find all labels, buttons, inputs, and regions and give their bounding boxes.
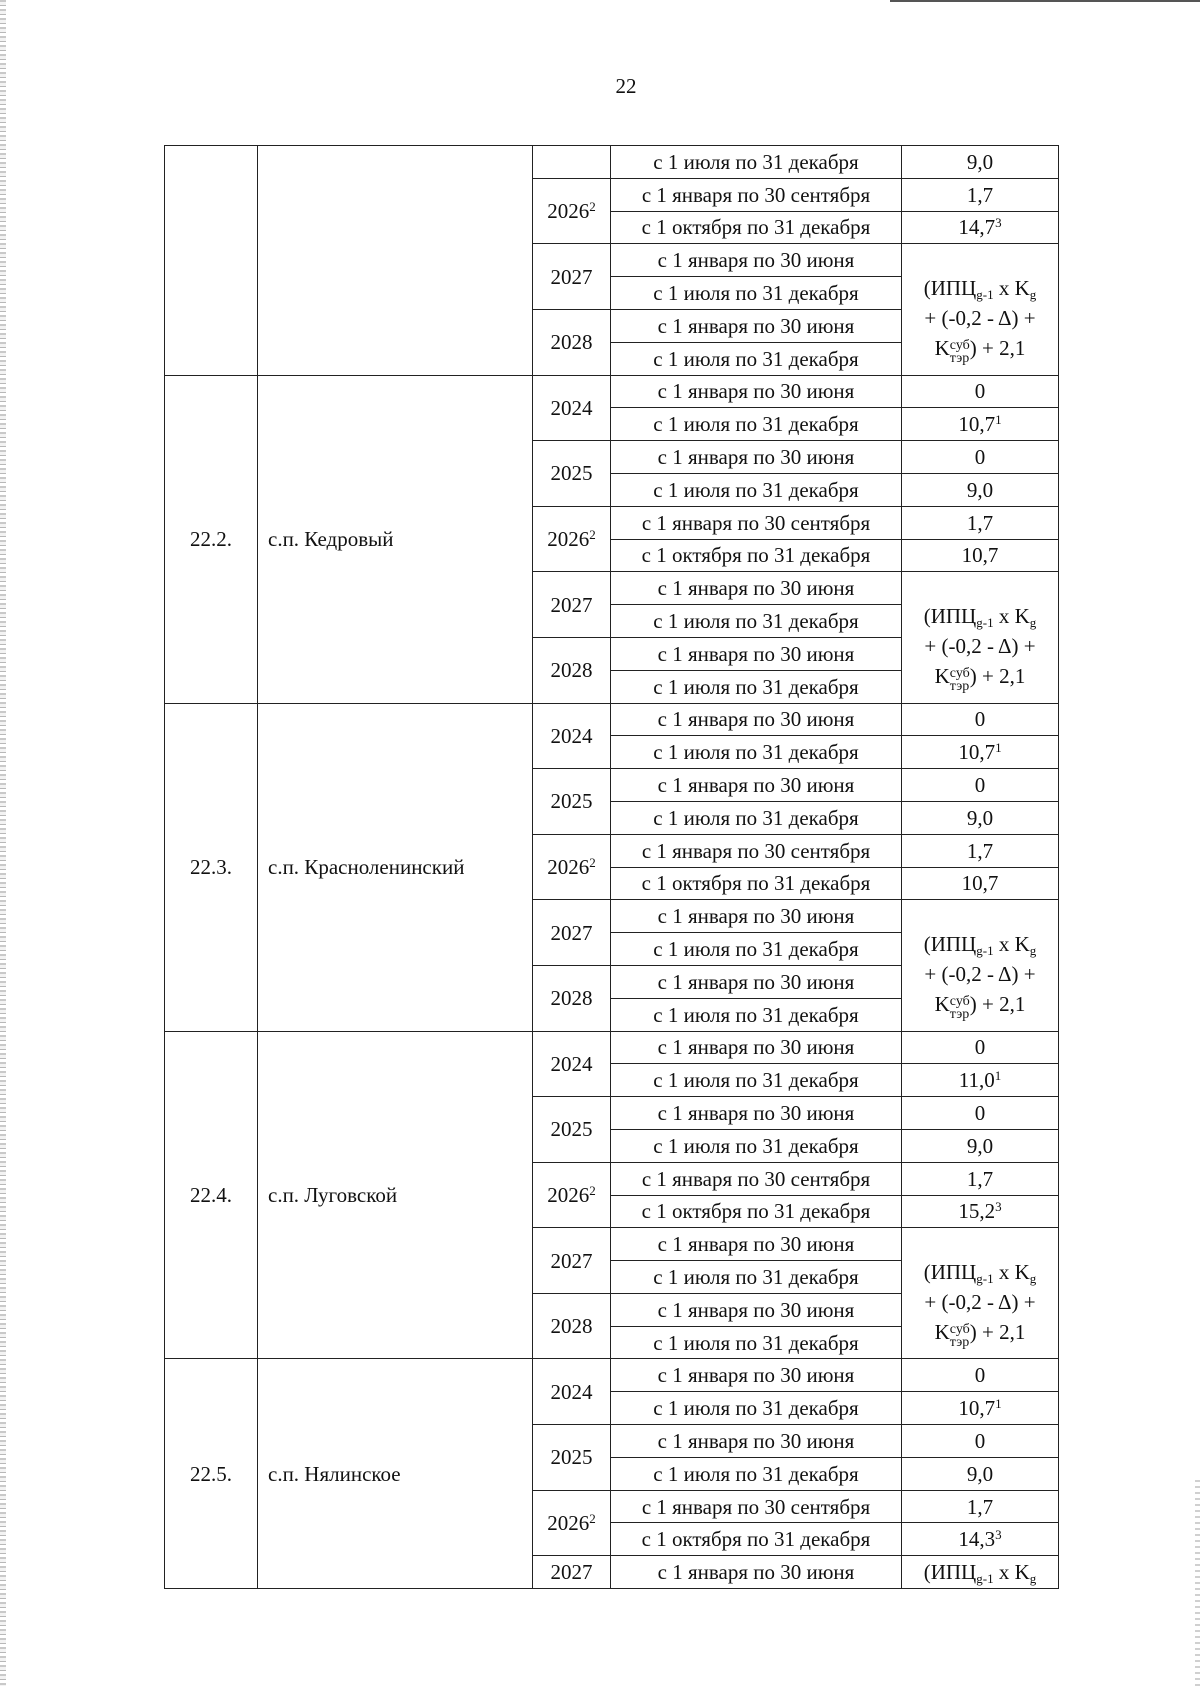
year-cell: 2027: [533, 572, 611, 638]
year-cell: 2026$^2$: [533, 1490, 611, 1556]
period-cell: с 1 января по 30 июня: [611, 769, 902, 802]
period-cell: с 1 января по 30 сентября: [611, 178, 902, 211]
period-cell: с 1 июля по 31 декабря: [611, 1392, 902, 1425]
year-cell: [533, 146, 611, 179]
period-cell: с 1 июля по 31 декабря: [611, 1326, 902, 1359]
year-cell: 2025: [533, 769, 611, 835]
period-cell: с 1 января по 30 июня: [611, 1359, 902, 1392]
formula-cell: ($ИПЦ_{g-1}$ x $K_g$ + (-0,2 - Δ) + K суб тэр ) + 2,1: [902, 572, 1059, 703]
period-cell: с 1 июля по 31 декабря: [611, 277, 902, 310]
period-cell: с 1 октября по 31 декабря: [611, 539, 902, 572]
period-cell: с 1 июля по 31 декабря: [611, 1261, 902, 1294]
period-cell: с 1 января по 30 июня: [611, 572, 902, 605]
row-number-cell: 22.2.: [165, 375, 258, 703]
row-number-cell: 22.4.: [165, 1031, 258, 1359]
value-cell: 9,0: [902, 473, 1059, 506]
value-cell: 10,7$^1$: [902, 1392, 1059, 1425]
scan-top-line: [890, 0, 1200, 2]
period-cell: с 1 января по 30 июня: [611, 1556, 902, 1589]
value-cell: 0: [902, 769, 1059, 802]
value-cell: 10,7$^1$: [902, 736, 1059, 769]
period-cell: с 1 января по 30 июня: [611, 441, 902, 474]
scan-edge-left: [0, 0, 6, 1686]
period-cell: с 1 июля по 31 декабря: [611, 1129, 902, 1162]
tariff-table: [164, 145, 1059, 1589]
value-cell: 1,7: [902, 834, 1059, 867]
year-cell: 2028: [533, 965, 611, 1031]
formula-cell: ($ИПЦ_{g-1}$ x $K_g$ + (-0,2 - Δ) + K суб тэр ) + 2,1: [902, 900, 1059, 1031]
settlement-name-cell: с.п. Кедровый: [258, 375, 533, 703]
value-cell: 1,7: [902, 1162, 1059, 1195]
value-cell: 0: [902, 1359, 1059, 1392]
value-cell: 15,2$^3$: [902, 1195, 1059, 1228]
year-cell: 2024: [533, 1359, 611, 1425]
year-cell: 2026$^2$: [533, 178, 611, 244]
year-cell: 2026$^2$: [533, 1162, 611, 1228]
value-cell: 10,7: [902, 867, 1059, 900]
period-cell: с 1 января по 30 июня: [611, 309, 902, 342]
formula-cell: ($ИПЦ_{g-1}$ x $K_g$ + (-0,2 - Δ) + K суб тэр ) + 2,1: [902, 1228, 1059, 1359]
period-cell: с 1 июля по 31 декабря: [611, 1457, 902, 1490]
value-cell: 1,7: [902, 178, 1059, 211]
table-row: [165, 703, 1059, 736]
table-row: [165, 1031, 1059, 1064]
year-cell: 2028: [533, 1293, 611, 1359]
period-cell: с 1 января по 30 июня: [611, 1425, 902, 1458]
value-cell: 1,7: [902, 506, 1059, 539]
year-cell: 2024: [533, 375, 611, 441]
period-cell: с 1 июля по 31 декабря: [611, 408, 902, 441]
period-cell: с 1 января по 30 июня: [611, 1031, 902, 1064]
year-cell: 2024: [533, 703, 611, 769]
value-cell: 0: [902, 703, 1059, 736]
table-row: [165, 375, 1059, 408]
scan-edge-right: [1195, 1480, 1200, 1686]
year-cell: 2025: [533, 1425, 611, 1491]
page-number: 22: [615, 74, 637, 98]
period-cell: с 1 января по 30 сентября: [611, 834, 902, 867]
value-cell: 0: [902, 1097, 1059, 1130]
period-cell: с 1 января по 30 июня: [611, 244, 902, 277]
year-cell: 2026$^2$: [533, 506, 611, 572]
table-row: [165, 1359, 1059, 1392]
value-cell: 14,3$^3$: [902, 1523, 1059, 1556]
row-number-cell: 22.5.: [165, 1359, 258, 1589]
value-cell: 9,0: [902, 801, 1059, 834]
year-cell: 2027: [533, 1228, 611, 1294]
period-cell: с 1 июля по 31 декабря: [611, 670, 902, 703]
period-cell: с 1 октября по 31 декабря: [611, 1523, 902, 1556]
period-cell: с 1 июля по 31 декабря: [611, 605, 902, 638]
period-cell: с 1 января по 30 июня: [611, 375, 902, 408]
value-cell: 1,7: [902, 1490, 1059, 1523]
value-cell: 10,7: [902, 539, 1059, 572]
period-cell: с 1 января по 30 июня: [611, 1293, 902, 1326]
period-cell: с 1 октября по 31 декабря: [611, 1195, 902, 1228]
value-cell: 9,0: [902, 1129, 1059, 1162]
period-cell: с 1 января по 30 сентября: [611, 506, 902, 539]
period-cell: с 1 июля по 31 декабря: [611, 146, 902, 179]
period-cell: с 1 января по 30 июня: [611, 703, 902, 736]
formula-cell: ($ИПЦ_{g-1}$ x $K_g$: [902, 1556, 1059, 1589]
value-cell: 9,0: [902, 1457, 1059, 1490]
value-cell: 0: [902, 1425, 1059, 1458]
year-cell: 2026$^2$: [533, 834, 611, 900]
period-cell: с 1 января по 30 июня: [611, 1097, 902, 1130]
table-row: [165, 146, 1059, 179]
row-number-cell: 22.3.: [165, 703, 258, 1031]
row-number-cell: [165, 146, 258, 376]
year-cell: 2027: [533, 900, 611, 966]
settlement-name-cell: [258, 146, 533, 376]
year-cell: 2027: [533, 1556, 611, 1589]
period-cell: с 1 января по 30 июня: [611, 900, 902, 933]
period-cell: с 1 июля по 31 декабря: [611, 998, 902, 1031]
period-cell: с 1 января по 30 июня: [611, 637, 902, 670]
value-cell: 0: [902, 441, 1059, 474]
period-cell: с 1 января по 30 июня: [611, 965, 902, 998]
year-cell: 2024: [533, 1031, 611, 1097]
settlement-name-cell: с.п. Красноленинский: [258, 703, 533, 1031]
period-cell: с 1 июля по 31 декабря: [611, 1064, 902, 1097]
year-cell: 2027: [533, 244, 611, 310]
period-cell: с 1 июля по 31 декабря: [611, 801, 902, 834]
value-cell: 10,7$^1$: [902, 408, 1059, 441]
year-cell: 2025: [533, 1097, 611, 1163]
year-cell: 2028: [533, 309, 611, 375]
value-cell: 0: [902, 375, 1059, 408]
settlement-name-cell: с.п. Нялинское: [258, 1359, 533, 1589]
formula-cell: ($ИПЦ_{g-1}$ x $K_g$ + (-0,2 - Δ) + K суб тэр ) + 2,1: [902, 244, 1059, 375]
period-cell: с 1 января по 30 июня: [611, 1228, 902, 1261]
value-cell: 11,0$^1$: [902, 1064, 1059, 1097]
year-cell: 2025: [533, 441, 611, 507]
period-cell: с 1 января по 30 сентября: [611, 1162, 902, 1195]
period-cell: с 1 июля по 31 декабря: [611, 342, 902, 375]
period-cell: с 1 января по 30 сентября: [611, 1490, 902, 1523]
settlement-name-cell: с.п. Луговской: [258, 1031, 533, 1359]
value-cell: 14,7$^3$: [902, 211, 1059, 244]
value-cell: 9,0: [902, 146, 1059, 179]
year-cell: 2028: [533, 637, 611, 703]
period-cell: с 1 июля по 31 декабря: [611, 933, 902, 966]
value-cell: 0: [902, 1031, 1059, 1064]
period-cell: с 1 октября по 31 декабря: [611, 867, 902, 900]
period-cell: с 1 июля по 31 декабря: [611, 736, 902, 769]
period-cell: с 1 октября по 31 декабря: [611, 211, 902, 244]
period-cell: с 1 июля по 31 декабря: [611, 473, 902, 506]
